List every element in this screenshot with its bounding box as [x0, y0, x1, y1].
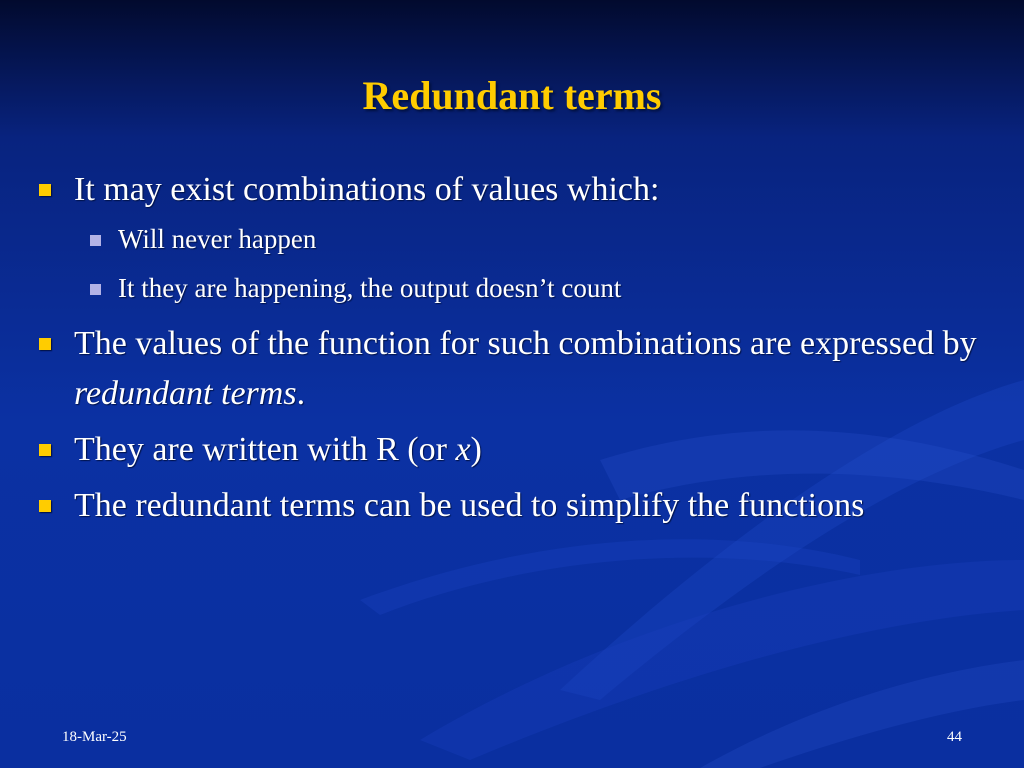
- square-bullet-icon: [39, 184, 51, 196]
- bullet-text: [74, 431, 482, 468]
- square-bullet-icon: [39, 500, 51, 512]
- bullet-item: [36, 165, 996, 313]
- bullet-text-part: The values of the function for such combinations are expressed by: [74, 325, 977, 362]
- bullet-list: [36, 165, 996, 531]
- bullet-text: The redundant terms can be used to simplify the functions: [74, 487, 865, 524]
- slide-number: 44: [947, 729, 962, 745]
- bullet-item: [36, 319, 996, 419]
- bullet-text-end: ): [470, 431, 482, 468]
- sub-bullet-list: [80, 215, 996, 313]
- italic-term: redundant terms: [74, 375, 297, 412]
- square-bullet-icon: [39, 444, 51, 456]
- sub-bullet-item: [80, 264, 996, 313]
- bullet-text: [74, 325, 977, 412]
- italic-term: x: [455, 431, 471, 468]
- bullet-item: [36, 481, 996, 531]
- square-bullet-icon: [90, 284, 101, 295]
- square-bullet-icon: [39, 338, 51, 350]
- bullet-text-part: They are written with R (or: [74, 431, 456, 468]
- slide-title: Redundant terms: [362, 73, 662, 118]
- bullet-text: It may exist combinations of values which:: [74, 171, 660, 208]
- bullet-text-end: .: [296, 375, 306, 412]
- sub-bullet-item: [80, 215, 996, 264]
- sub-bullet-text: Will never happen: [118, 224, 317, 254]
- footer-date: 18-Mar-25: [62, 729, 127, 745]
- sub-bullet-text: It they are happening, the output doesn’t count: [118, 273, 622, 303]
- square-bullet-icon: [90, 235, 101, 246]
- bullet-item: [36, 425, 996, 475]
